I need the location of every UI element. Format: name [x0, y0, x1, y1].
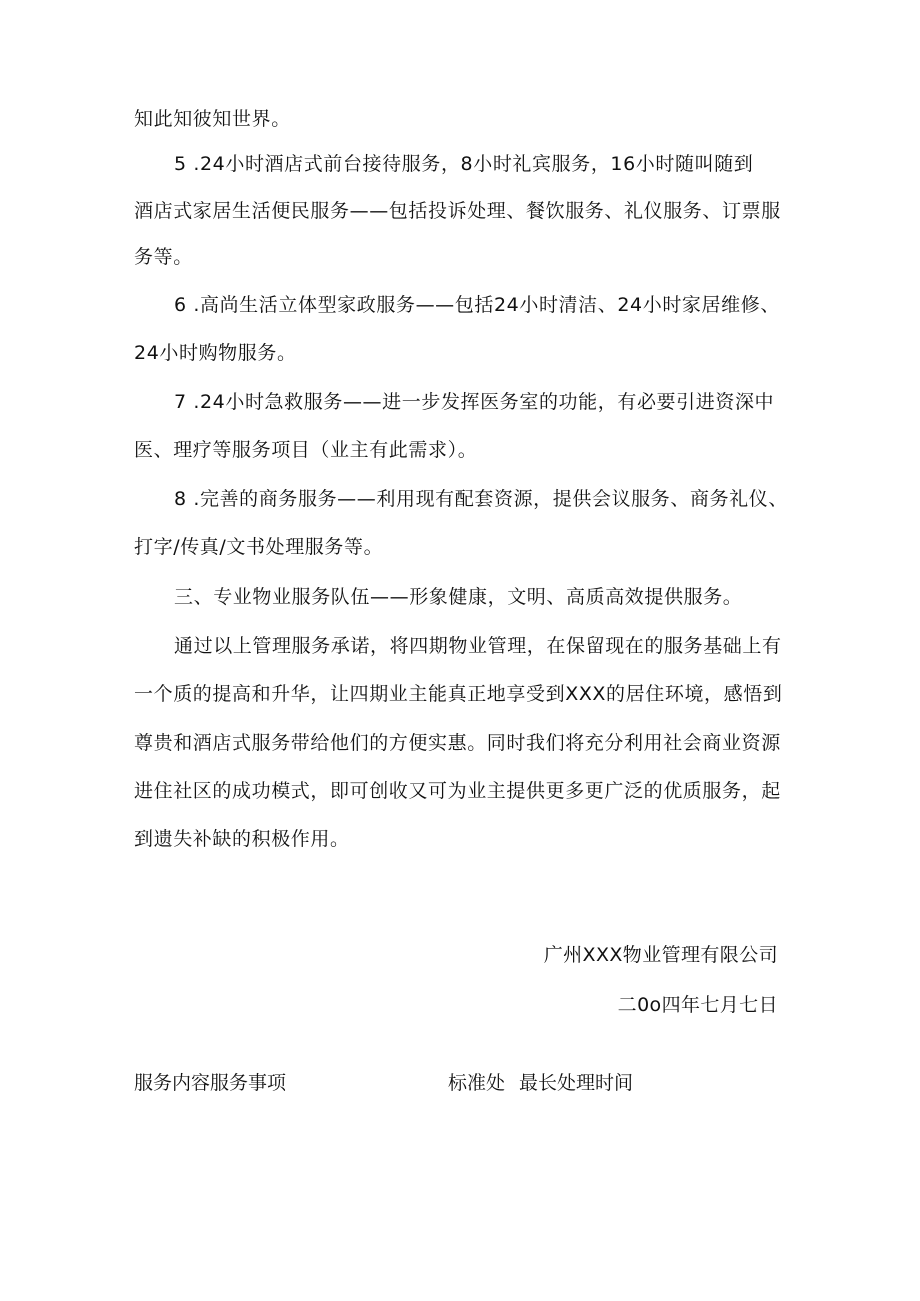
footer-col-service-content: 服务内容服务事项 [134, 1072, 287, 1094]
text-line-3: 酒店式家居生活便民服务——包括投诉处理、餐饮服务、礼仪服务、订票服 [134, 200, 781, 222]
text-line-2: 5 .24小时酒店式前台接待服务，8小时礼宾服务，16小时随叫随到 [174, 153, 754, 175]
text-line-12: 通过以上管理服务承诺，将四期物业管理，在保留现在的服务基础上有 [174, 635, 782, 657]
text-line-7: 7 .24小时急救服务——进一步发挥医务室的功能，有必要引进资深中 [174, 391, 775, 413]
footer-col-standard: 标准处 [448, 1072, 506, 1094]
text-line-5: 6 .高尚生活立体型家政服务——包括24小时清洁、24小时家居维修、 [174, 294, 780, 316]
text-line-6: 24小时购物服务。 [134, 342, 297, 364]
signature-company: 广州XXX物业管理有限公司 [543, 944, 778, 966]
text-line-11: 三、专业物业服务队伍——形象健康，文明、高质高效提供服务。 [174, 586, 743, 608]
signature-date: 二0o四年七月七日 [617, 994, 778, 1016]
text-line-14: 尊贵和酒店式服务带给他们的方便实惠。同时我们将充分利用社会商业资源 [134, 732, 781, 754]
text-line-13: 一个质的提高和升华，让四期业主能真正地享受到XXX的居住环境，感悟到 [134, 683, 783, 705]
text-line-8: 医、理疗等服务项目（业主有此需求）。 [134, 439, 478, 461]
text-line-1: 知此知彼知世界。 [134, 108, 291, 130]
text-line-10: 打字/传真/文书处理服务等。 [134, 536, 384, 558]
text-line-9: 8 .完善的商务服务——利用现有配套资源，提供会议服务、商务礼仪、 [174, 488, 788, 510]
footer-col-max-time: 最长处理时间 [519, 1072, 634, 1094]
text-line-15: 进住社区的成功模式，即可创收又可为业主提供更多更广泛的优质服务，起 [134, 780, 781, 802]
text-line-4: 务等。 [134, 246, 193, 268]
text-line-16: 到遗失补缺的积极作用。 [134, 828, 350, 850]
